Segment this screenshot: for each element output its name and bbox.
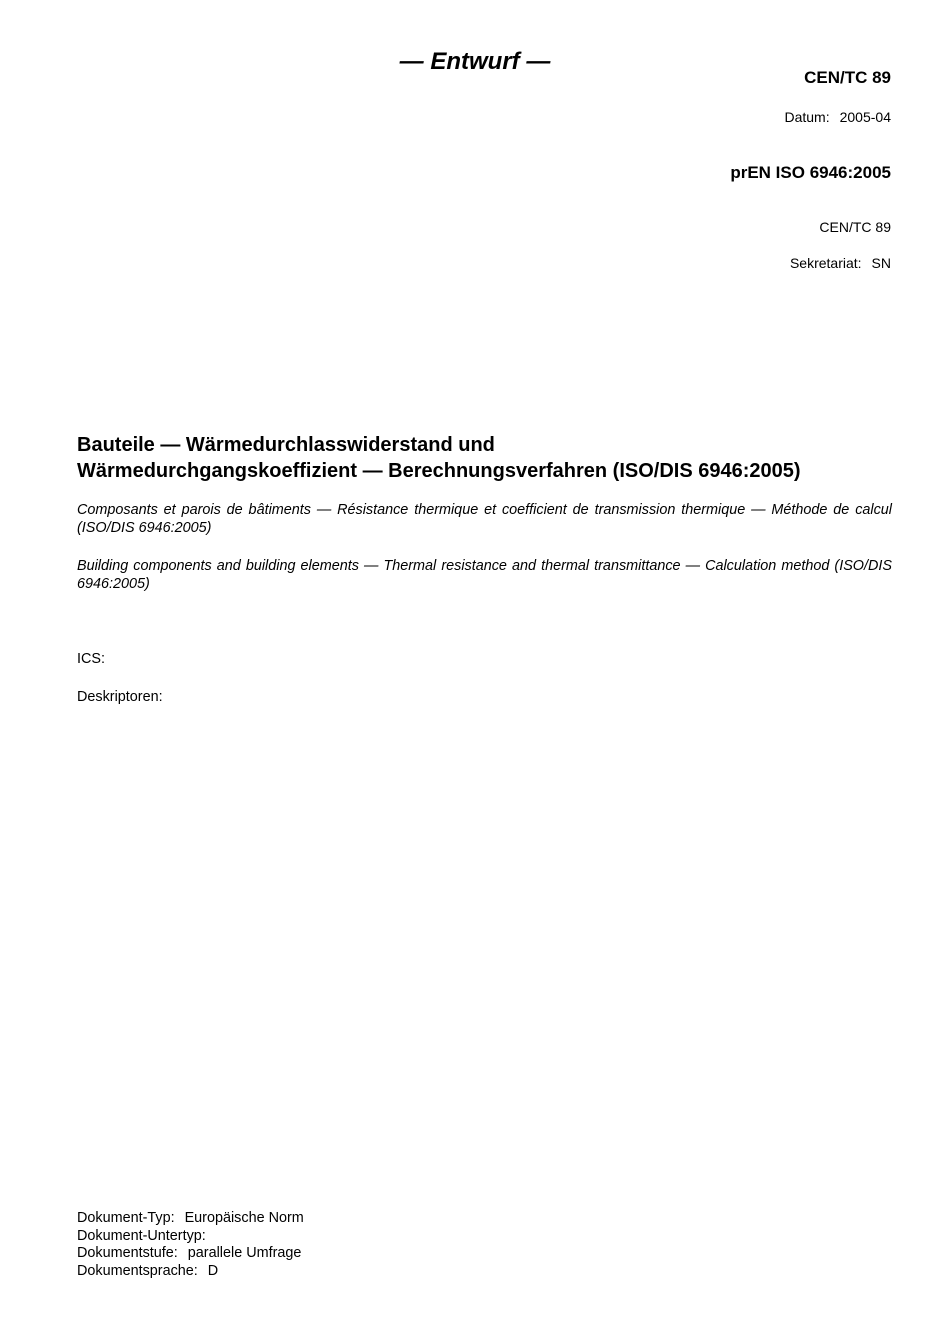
ics-label: ICS: — [77, 651, 105, 667]
date-value: 2005-04 — [839, 109, 891, 125]
german-title — [77, 432, 892, 484]
committee-heading: CEN/TC 89 — [804, 68, 891, 87]
date-label: Datum: — [784, 109, 830, 125]
document-language-label: Dokumentsprache: — [77, 1262, 198, 1279]
secretariat-value: SN — [871, 255, 891, 271]
document-stage-line — [77, 1245, 304, 1263]
document-type-line — [77, 1210, 304, 1228]
document-subtype-line — [77, 1228, 304, 1246]
secretariat-line — [790, 255, 891, 271]
document-subtype-label: Dokument-Untertyp: — [77, 1227, 206, 1244]
document-language-line — [77, 1263, 304, 1281]
secretariat-label: Sekretariat: — [789, 255, 862, 271]
descriptors-label: Deskriptoren: — [77, 689, 163, 705]
german-title-line-2: Wärmedurchgangskoeffizient — Berechnungsverfahren (ISO/DIS 6946:2005) — [77, 460, 801, 482]
committee-reference: CEN/TC 89 — [819, 219, 891, 235]
document-type-value: Europäische Norm — [184, 1210, 304, 1226]
document-info — [77, 1210, 304, 1280]
german-title-line-1: Bauteile — Wärmedurchlasswiderstand und — [77, 434, 495, 456]
document-stage-value: parallele Umfrage — [187, 1245, 302, 1261]
document-number: prEN ISO 6946:2005 — [730, 163, 891, 182]
document-language-value: D — [207, 1262, 219, 1279]
document-stage-label: Dokumentstufe: — [77, 1245, 178, 1261]
draft-label: — Entwurf — — [399, 48, 551, 75]
document-type-label: Dokument-Typ: — [77, 1210, 175, 1226]
english-title: Building components and building elements — Thermal resistance and thermal transmittance — Calculation method (ISO/DIS 6946:2005) — [77, 558, 892, 592]
french-title: Composants et parois de bâtiments — Résistance thermique et coefficient de transmission thermique — Méthode de calcul (ISO/DIS 6946:2005) — [77, 502, 892, 536]
date-line — [784, 109, 891, 125]
